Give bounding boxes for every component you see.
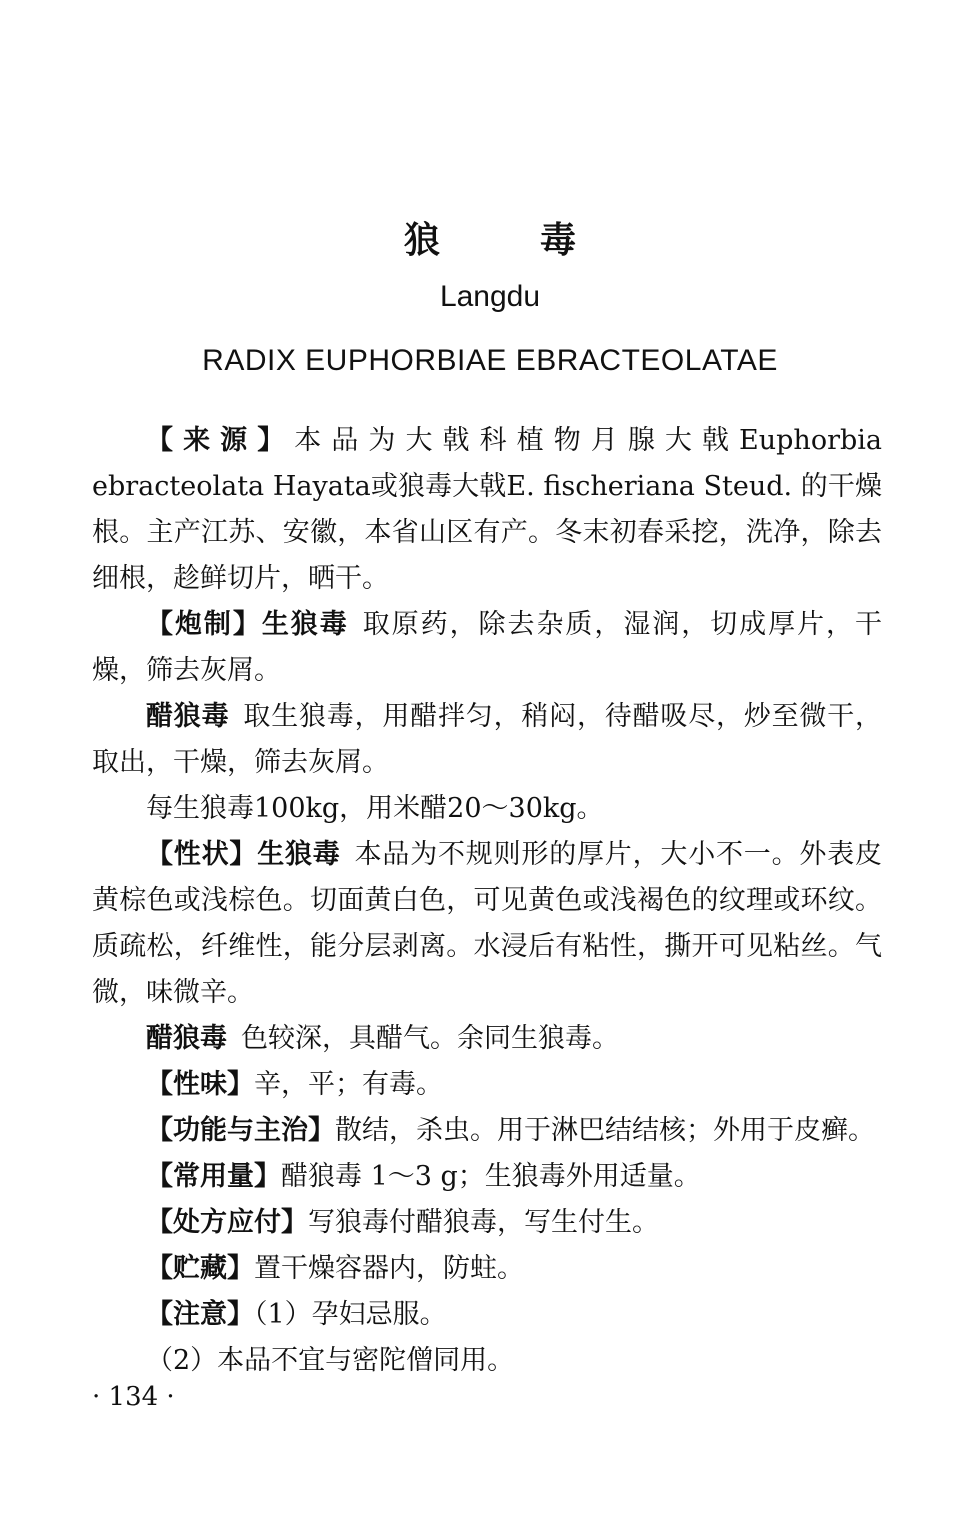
subheading: 醋狼毒: [146, 1023, 227, 1054]
paragraph-processing: [92, 602, 882, 694]
section-heading: 【炮制】: [146, 609, 262, 640]
subheading: 生狼毒: [257, 839, 341, 870]
section-heading: 【常用量】: [146, 1161, 281, 1192]
paragraph-description: [92, 832, 882, 1016]
paragraph-dosage: [92, 1154, 882, 1200]
paragraph-text: 每生狼毒100kg，用米醋20～30kg。: [146, 793, 604, 824]
paragraph-storage: [92, 1246, 882, 1292]
section-heading: 【注意】: [146, 1299, 254, 1330]
paragraph-text: 置干燥容器内，防蛀。: [254, 1253, 524, 1284]
paragraph-text: 写狼毒付醋狼毒，写生付生。: [308, 1207, 659, 1238]
section-heading: 【来源】: [146, 425, 295, 456]
subheading: 醋狼毒: [146, 701, 230, 732]
section-heading: 【贮藏】: [146, 1253, 254, 1284]
paragraph-text: 取生狼毒，用醋拌匀，稍闷，待醋吸尽，炒至微干，取出，干燥，筛去灰屑。: [92, 701, 883, 778]
section-heading: 【功能与主治】: [146, 1115, 335, 1146]
section-heading: 【处方应付】: [146, 1207, 308, 1238]
subheading: 生狼毒: [261, 609, 349, 640]
paragraph-text: 本品为不规则形的厚片，大小不一。外表皮黄棕色或浅棕色。切面黄白色，可见黄色或浅褐色的纹理或环纹。质疏松，纤维性，能分层剥离。水浸后有粘性，撕开可见粘丝。气微，味微辛。: [92, 839, 883, 1008]
monograph-body: [92, 418, 882, 1384]
page-number: · 134 ·: [92, 1382, 175, 1412]
paragraph-caution-2: [92, 1338, 882, 1384]
paragraph-vinegar-processing: [92, 694, 882, 786]
paragraph-vinegar-ratio: [92, 786, 882, 832]
page-title-pinyin: Langdu: [439, 280, 541, 313]
paragraph-caution: [92, 1292, 882, 1338]
paragraph-property: [92, 1062, 882, 1108]
paragraph-vinegar-description: [92, 1016, 882, 1062]
paragraph-text: 散结，杀虫。用于淋巴结结核；外用于皮癣。: [335, 1115, 875, 1146]
paragraph-prescription: [92, 1200, 882, 1246]
page-title-latin: RADIX EUPHORBIAE EBRACTEOLATAE: [202, 344, 778, 377]
section-heading: 【性味】: [146, 1069, 254, 1100]
paragraph-source: [92, 418, 882, 602]
paragraph-text: 取原药，除去杂质，湿润，切成厚片，干燥，筛去灰屑。: [92, 609, 883, 686]
paragraph-text: 本品为大戟科植物月腺大戟Euphorbia ebracteolata Hayata或狼毒大戟E. fischeriana Steud. 的干燥根。主产江苏、安徽，本省山区有产。冬末初春采挖，洗净，除去细根，趁鲜切片，晒干。: [92, 425, 882, 594]
paragraph-text: 醋狼毒 1～3 g；生狼毒外用适量。: [281, 1161, 701, 1192]
section-heading: 【性状】: [146, 839, 258, 870]
paragraph-function: [92, 1108, 882, 1154]
paragraph-text: （1）孕妇忌服。: [254, 1299, 447, 1330]
paragraph-text: 辛，平；有毒。: [254, 1069, 443, 1100]
paragraph-text: 色较深，具醋气。余同生狼毒。: [241, 1023, 619, 1054]
page-title-chinese: 狼毒: [403, 220, 676, 261]
paragraph-text: （2）本品不宜与密陀僧同用。: [146, 1345, 515, 1376]
